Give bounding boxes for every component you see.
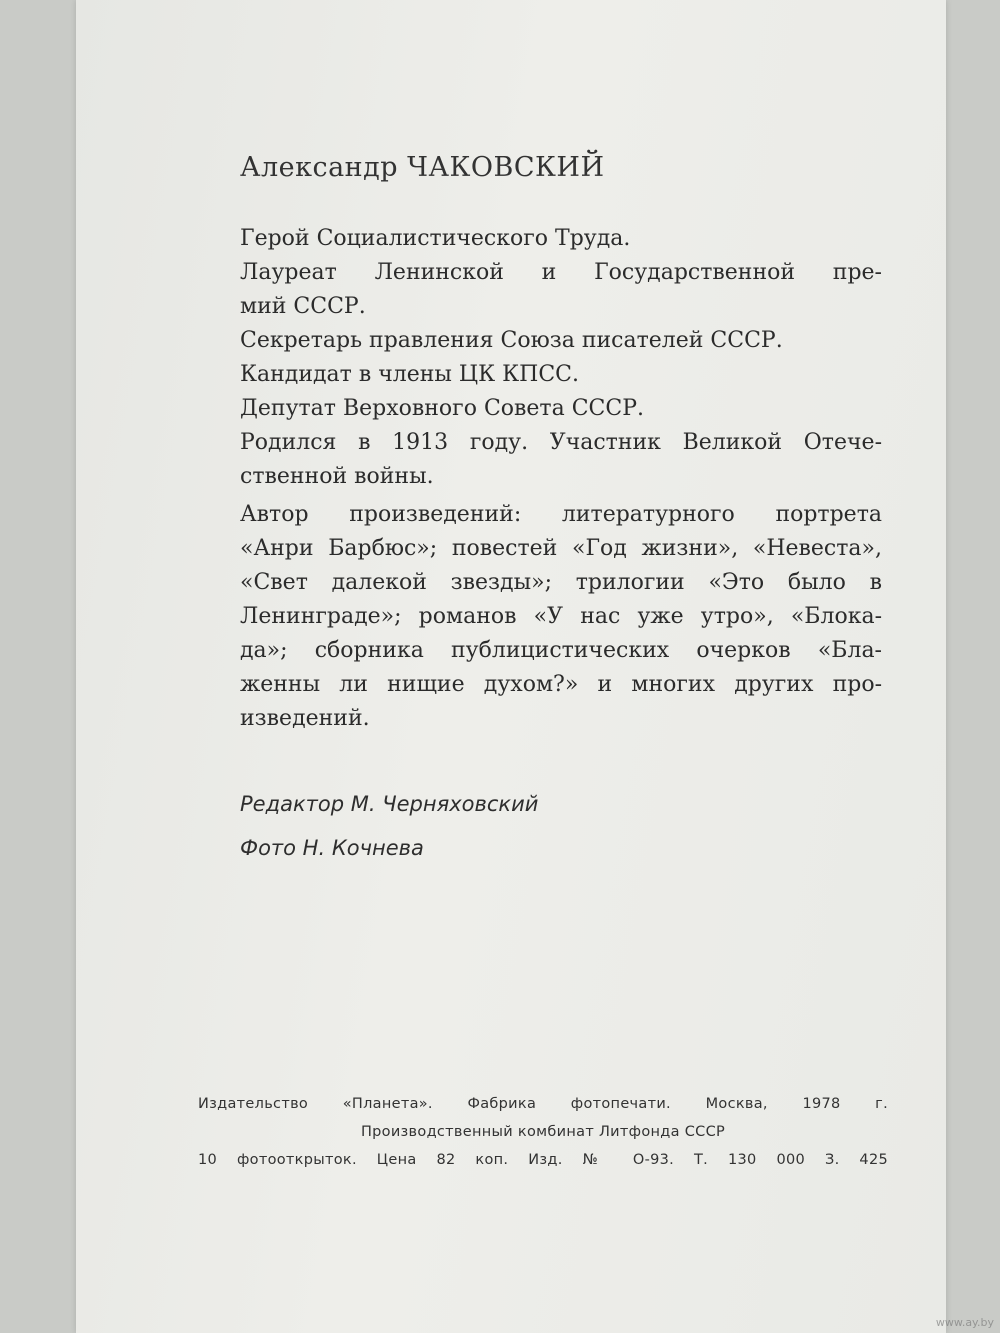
imprint-line-edition: 10 фотооткрыток. Цена 82 коп. Изд. № О-93. Т. 130 000 З. 425 [198, 1152, 888, 1168]
bio-line: Лауреат Ленинской и Государственной пре- [240, 260, 882, 285]
editor-credit: Редактор М. Черняховский [240, 792, 539, 816]
bio-line: Герой Социалистического Труда. [240, 226, 631, 251]
bio-line: Депутат Верховного Совета СССР. [240, 396, 645, 421]
works-line: женны ли нищие духом?» и многих других про- [240, 672, 882, 697]
imprint-line-publisher: Издательство «Планета». Фабрика фотопечати. Москва, 1978 г. [198, 1096, 888, 1112]
bio-line: Родился в 1913 году. Участник Великой Отече- [240, 430, 882, 455]
bio-line: мий СССР. [240, 294, 366, 319]
credits [240, 782, 538, 870]
works-line: изведений. [240, 706, 370, 731]
photo-credit: Фото Н. Кочнева [240, 836, 424, 860]
imprint-line-plant: Производственный комбинат Литфонда СССР [360, 1124, 726, 1140]
works-line: Ленинграде»; романов «У нас уже утро», «Блока- [240, 604, 882, 629]
works-line: «Анри Барбюс»; повестей «Год жизни», «Невеста», [240, 536, 882, 561]
works-line: «Свет далекой звезды»; трилогии «Это было в [240, 570, 882, 595]
works-paragraph [240, 498, 882, 736]
watermark: www.ay.by [935, 1316, 994, 1329]
bio-line: Секретарь правления Союза писателей СССР. [240, 328, 783, 353]
bio-line: ственной войны. [240, 464, 434, 489]
works-line: да»; сборника публицистических очерков «Бла- [240, 638, 882, 663]
publisher-imprint [198, 1090, 888, 1174]
works-line: Автор произведений: литературного портрета [240, 502, 882, 527]
author-name-title: Александр ЧАКОВСКИЙ [240, 152, 605, 183]
bio-line: Кандидат в члены ЦК КПСС. [240, 362, 580, 387]
biography [240, 222, 882, 736]
